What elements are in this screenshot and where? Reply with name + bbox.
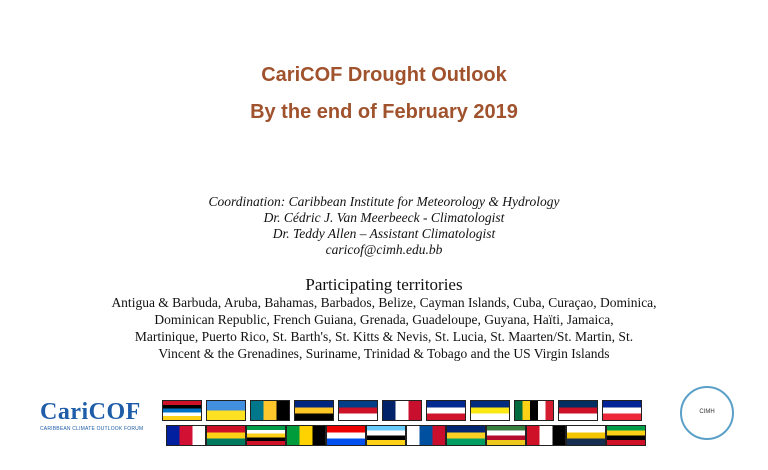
assistant-climatologist-line: Dr. Teddy Allen – Assistant Climatologist: [272, 226, 496, 241]
participating-list: [80, 294, 688, 362]
flag-haiti-icon: [166, 425, 206, 446]
flag-cuba-icon: [426, 400, 466, 421]
flag-st-lucia-icon: [366, 425, 406, 446]
contact-email: caricof@cimh.edu.bb: [325, 242, 443, 257]
flag-jamaica-icon: [286, 425, 326, 446]
flag-cayman-islands-icon: [382, 400, 422, 421]
coordination-block: [0, 194, 768, 258]
flags-strip: [162, 400, 667, 448]
participating-line: Vincent & the Grenadines, Suriname, Trinidad & Tobago and the US Virgin Islands: [158, 346, 610, 361]
caricof-logo-tagline: CARIBBEAN CLIMATE OUTLOOK FORUM: [40, 426, 144, 432]
page-subtitle: By the end of February 2019: [250, 101, 518, 123]
participating-line: Martinique, Puerto Rico, St. Barth's, St. Kitts & Nevis, St. Lucia, St. Maarten/St. Martin, St.: [134, 329, 634, 344]
flag-suriname-icon: [486, 425, 526, 446]
flag-st-kitts-nevis-icon: [606, 425, 646, 446]
caricof-logo-name: CariCOF: [40, 399, 141, 425]
cimh-logo: [680, 386, 734, 440]
participating-line: Antigua & Barbuda, Aruba, Bahamas, Barbados, Belize, Cayman Islands, Cuba, Curaçao, Dominica,: [111, 295, 657, 310]
flag-bahamas-icon: [250, 400, 290, 421]
flag-guyana-icon: [246, 425, 286, 446]
flag-grenada-icon: [206, 425, 246, 446]
flag-barbados-icon: [294, 400, 334, 421]
climatologist-line: Dr. Cédric J. Van Meerbeeck - Climatologist: [263, 210, 505, 225]
participating-heading: Participating territories: [305, 275, 463, 294]
flag-curacao-icon: [470, 400, 510, 421]
flag-st-vincent-icon: [446, 425, 486, 446]
flag-trinidad-tobago-icon: [526, 425, 566, 446]
flag-dominica-icon: [514, 400, 554, 421]
flag-aruba-icon: [206, 400, 246, 421]
flag-us-virgin-islands-icon: [566, 425, 606, 446]
flag-antigua-barbuda-icon: [162, 400, 202, 421]
coordination-line: Coordination: Caribbean Institute for Meteorology & Hydrology: [208, 194, 560, 209]
cimh-logo-text: CIMH: [699, 409, 715, 415]
participating-line: Dominican Republic, French Guiana, Grenada, Guadeloupe, Guyana, Haïti, Jamaica,: [154, 312, 614, 327]
flag-france-icon: [602, 400, 642, 421]
page-title: CariCOF Drought Outlook: [261, 64, 507, 86]
flag-puerto-rico-icon: [326, 425, 366, 446]
flag-dominican-republic-icon: [558, 400, 598, 421]
flag-st-barths-icon: [406, 425, 446, 446]
flag-belize-icon: [338, 400, 378, 421]
caricof-logo: [40, 400, 150, 436]
